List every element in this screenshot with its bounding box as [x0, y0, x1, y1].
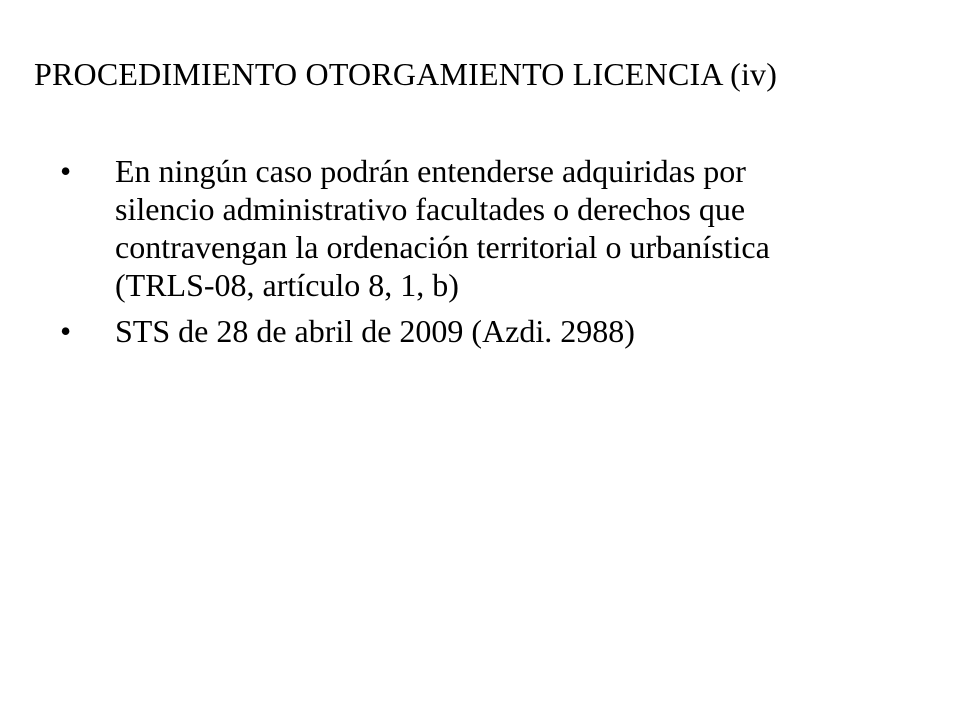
bullet-text-line: contravengan la ordenación territorial o urbanística	[115, 229, 770, 265]
slide-title: PROCEDIMIENTO OTORGAMIENTO LICENCIA (iv)	[34, 56, 778, 92]
bullet-text-line: (TRLS-08, artículo 8, 1, b)	[115, 267, 459, 303]
bullet-text-line: silencio administrativo facultades o derechos que	[115, 191, 746, 227]
bullet-item-silencio-administrativo	[60, 152, 890, 304]
bullet-text	[115, 152, 890, 304]
bullet-icon: •	[60, 153, 72, 189]
bullet-text	[115, 312, 890, 350]
bullet-icon: •	[60, 313, 72, 349]
bullet-text-line: STS de 28 de abril de 2009 (Azdi. 2988)	[115, 313, 635, 349]
bullet-item-sts	[60, 312, 890, 350]
bullet-text-line: En ningún caso podrán entenderse adquiridas por	[115, 153, 746, 189]
bullet-list	[60, 152, 890, 358]
